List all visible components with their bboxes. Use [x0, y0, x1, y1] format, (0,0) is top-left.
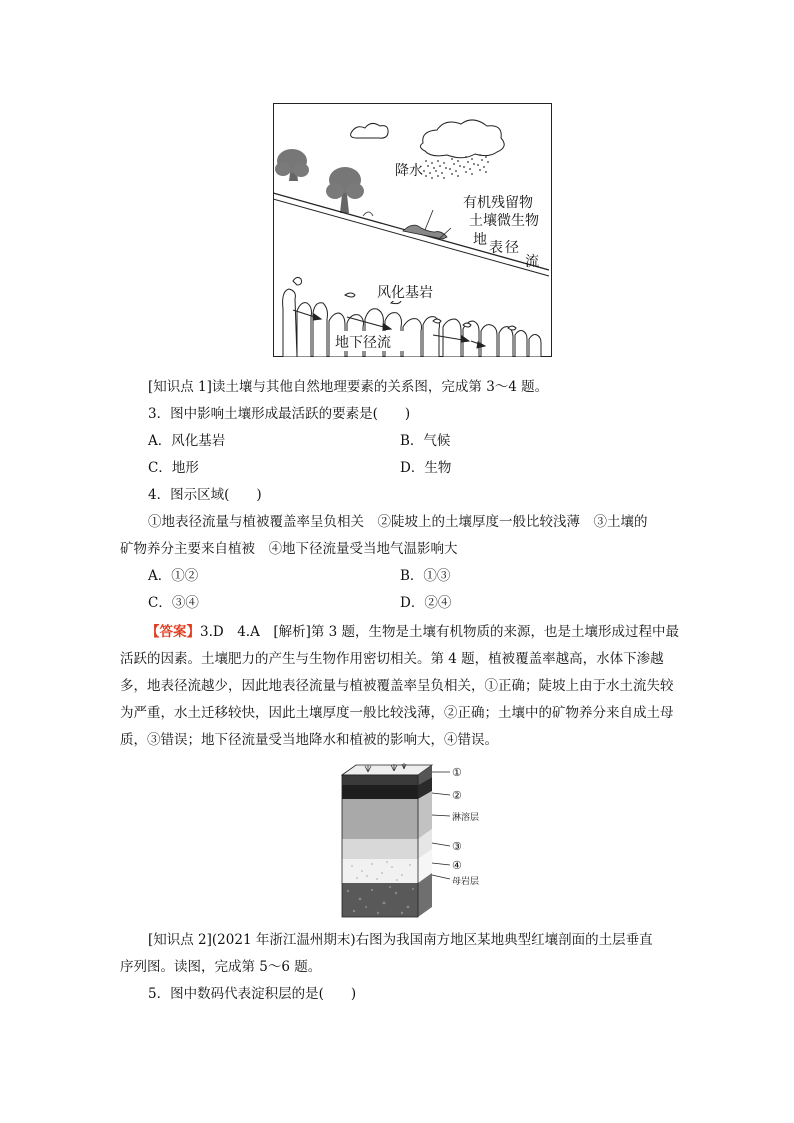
label-runoff-3: 径	[505, 240, 519, 256]
q4-stem: 4．图示区域( )	[148, 487, 262, 503]
label-layer-4: ④	[452, 859, 462, 872]
q3-stem: 3．图中影响土壤形成最活跃的要素是( )	[148, 406, 411, 422]
q4-option-b: B．①③	[400, 568, 451, 584]
kp2-intro-1: [知识点 2](2021 年浙江温州期末)右图为我国南方地区某地典型红壤剖面的土层垂直	[148, 932, 653, 948]
layer-4-front	[342, 859, 418, 883]
q3-option-b: B．气候	[400, 433, 451, 449]
q3-option-c: C．地形	[148, 460, 199, 476]
soil-relationship-figure	[273, 103, 552, 357]
soil-profile-figure	[338, 763, 498, 921]
q5-stem: 5．图中数码代表淀积层的是( )	[148, 986, 357, 1002]
label-organic: 有机残留物	[463, 195, 533, 211]
label-precipitation: 降水	[395, 163, 423, 179]
label-groundwater-runoff: 地下径流	[335, 335, 391, 351]
layer-3-front	[342, 839, 418, 859]
q3-option-a: A．风化基岩	[148, 433, 226, 449]
label-leaching: 淋溶层	[452, 813, 480, 823]
label-runoff-1: 地	[473, 232, 487, 248]
label-layer-2: ②	[452, 789, 462, 802]
q4-option-c: C．③④	[148, 595, 199, 611]
layer-2-front	[342, 785, 418, 799]
q3-option-d: D．生物	[400, 460, 452, 476]
profile-top	[342, 765, 432, 775]
answer-block	[120, 619, 682, 754]
label-layer-1: ①	[452, 766, 462, 779]
q4-option-d: D．②④	[400, 595, 452, 611]
kp1-intro: [知识点 1]读土壤与其他自然地理要素的关系图，完成第 3～4 题。	[148, 379, 549, 395]
layer-leach-front	[342, 799, 418, 839]
label-weathered-bedrock: 风化基岩	[377, 285, 433, 301]
q4-option-a: A．①②	[148, 568, 199, 584]
answer-tag: 【答案】	[146, 624, 200, 640]
kp2-intro-2: 序列图。读图，完成第 5～6 题。	[120, 959, 322, 975]
label-layer-3: ③	[452, 840, 462, 853]
q4-statements-2: 矿物养分主要来自植被 ④地下径流量受当地气温影响大	[120, 541, 458, 557]
label-microbes: 土壤微生物	[469, 213, 539, 229]
label-runoff-4: 流	[525, 254, 539, 270]
layer-1-front	[342, 775, 418, 785]
label-parent-rock: 母岩层	[452, 877, 480, 887]
q4-statements-1: ①地表径流量与植被覆盖率呈负相关 ②陡坡上的土壤厚度一般比较浅薄 ③土壤的	[148, 514, 648, 530]
answer-text: 3.D 4.A [解析]第 3 题，生物是土壤有机物质的来源，也是土壤形成过程中最活跃的因素。土壤肥力的产生与生物作用密切相关。第 4 题，植被覆盖率越高，水体下渗越多，地表径流越少，因此地表径流量与植被覆盖率呈负相关，①正确；陡坡上由于水土流失较为严重，水土迁移较快，因此土壤厚度一般比较浅薄，②正确；土壤中的矿物养分来自成土母质，③错误；地下径流量受当地降水和植被的影响大，④错误。	[120, 624, 680, 748]
label-runoff-2: 表	[489, 240, 503, 256]
